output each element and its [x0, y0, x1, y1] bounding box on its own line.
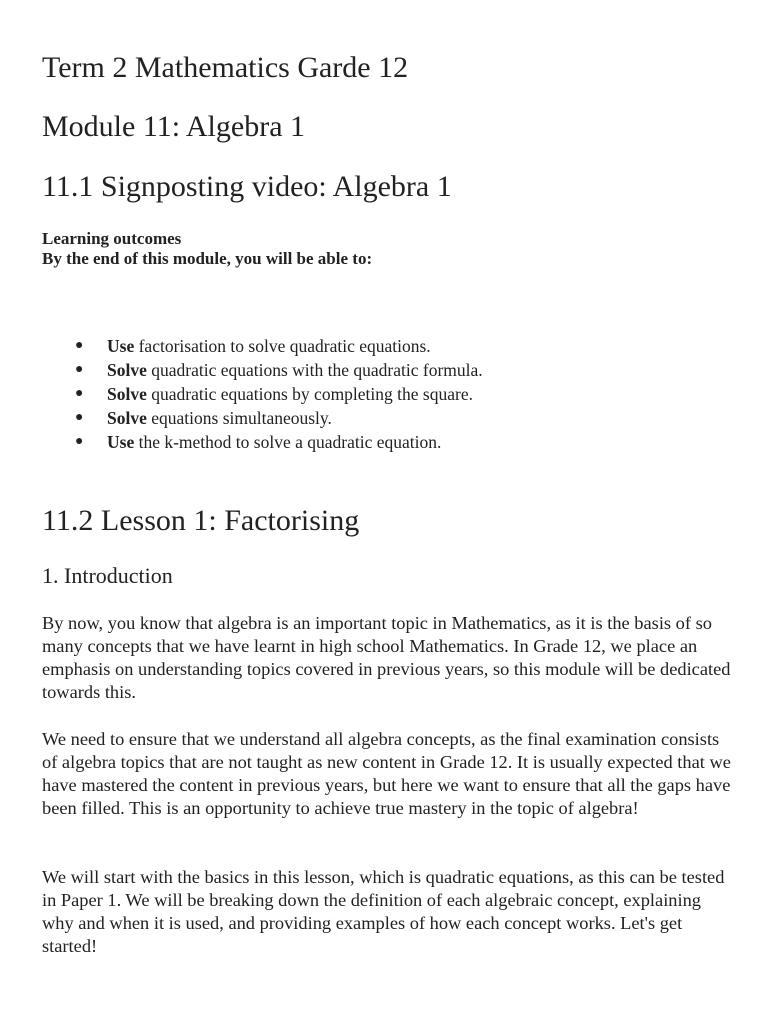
signposting-heading: 11.1 Signposting video: Algebra 1: [42, 170, 452, 203]
outcomes-list: [42, 334, 483, 454]
intro-paragraph-3: We will start with the basics in this lesson, which is quadratic equations, as this can be tested in Paper 1. We will be breaking down the definition of each algebraic concept, explaining why and when it is used, and providing examples of how each concept works. Let's get started!: [42, 867, 725, 956]
outcome-verb: Use: [107, 336, 135, 356]
outcome-text: factorisation to solve quadratic equations.: [134, 336, 431, 356]
outcome-verb: Use: [107, 432, 135, 452]
intro-paragraph-1: By now, you know that algebra is an important topic in Mathematics, as it is the basis of so many concepts that we have learnt in high school Mathematics. In Grade 12, we place an emphasis on understanding topics covered in previous years, so this module will be dedicated towards this.: [42, 613, 731, 702]
list-item: [42, 334, 483, 358]
intro-paragraph-2: We need to ensure that we understand all algebra concepts, as the final examination consists of algebra topics that are not taught as new content in Grade 12. It is usually expected that we have mastered the content in previous years, but here we want to ensure that all the gaps have been filled. This is an opportunity to achieve true mastery in the topic of algebra!: [42, 729, 731, 818]
outcome-text: quadratic equations with the quadratic formula.: [146, 360, 483, 380]
outcome-text: quadratic equations by completing the square.: [146, 384, 473, 404]
list-item: [42, 406, 483, 430]
outcome-text: the k-method to solve a quadratic equation.: [134, 432, 442, 452]
module-heading: Module 11: Algebra 1: [42, 110, 306, 143]
bullet-icon: ●: [75, 362, 84, 377]
lesson-heading: 11.2 Lesson 1: Factorising: [42, 504, 360, 537]
list-item: [42, 358, 483, 382]
list-item: [42, 430, 483, 454]
introduction-heading: 1. Introduction: [42, 563, 173, 588]
outcome-verb: Solve: [107, 408, 147, 428]
outcome-text: equations simultaneously.: [146, 408, 332, 428]
term-heading: Term 2 Mathematics Garde 12: [42, 51, 409, 84]
learning-outcomes-title: Learning outcomes: [42, 229, 182, 248]
bullet-icon: ●: [75, 386, 84, 401]
list-item: [42, 382, 483, 406]
outcome-verb: Solve: [107, 384, 147, 404]
bullet-icon: ●: [75, 338, 84, 353]
outcome-verb: Solve: [107, 360, 147, 380]
bullet-icon: ●: [75, 434, 84, 449]
bullet-icon: ●: [75, 410, 84, 425]
learning-outcomes-lead: By the end of this module, you will be able to:: [42, 249, 373, 268]
learning-outcomes-block: [42, 229, 372, 269]
